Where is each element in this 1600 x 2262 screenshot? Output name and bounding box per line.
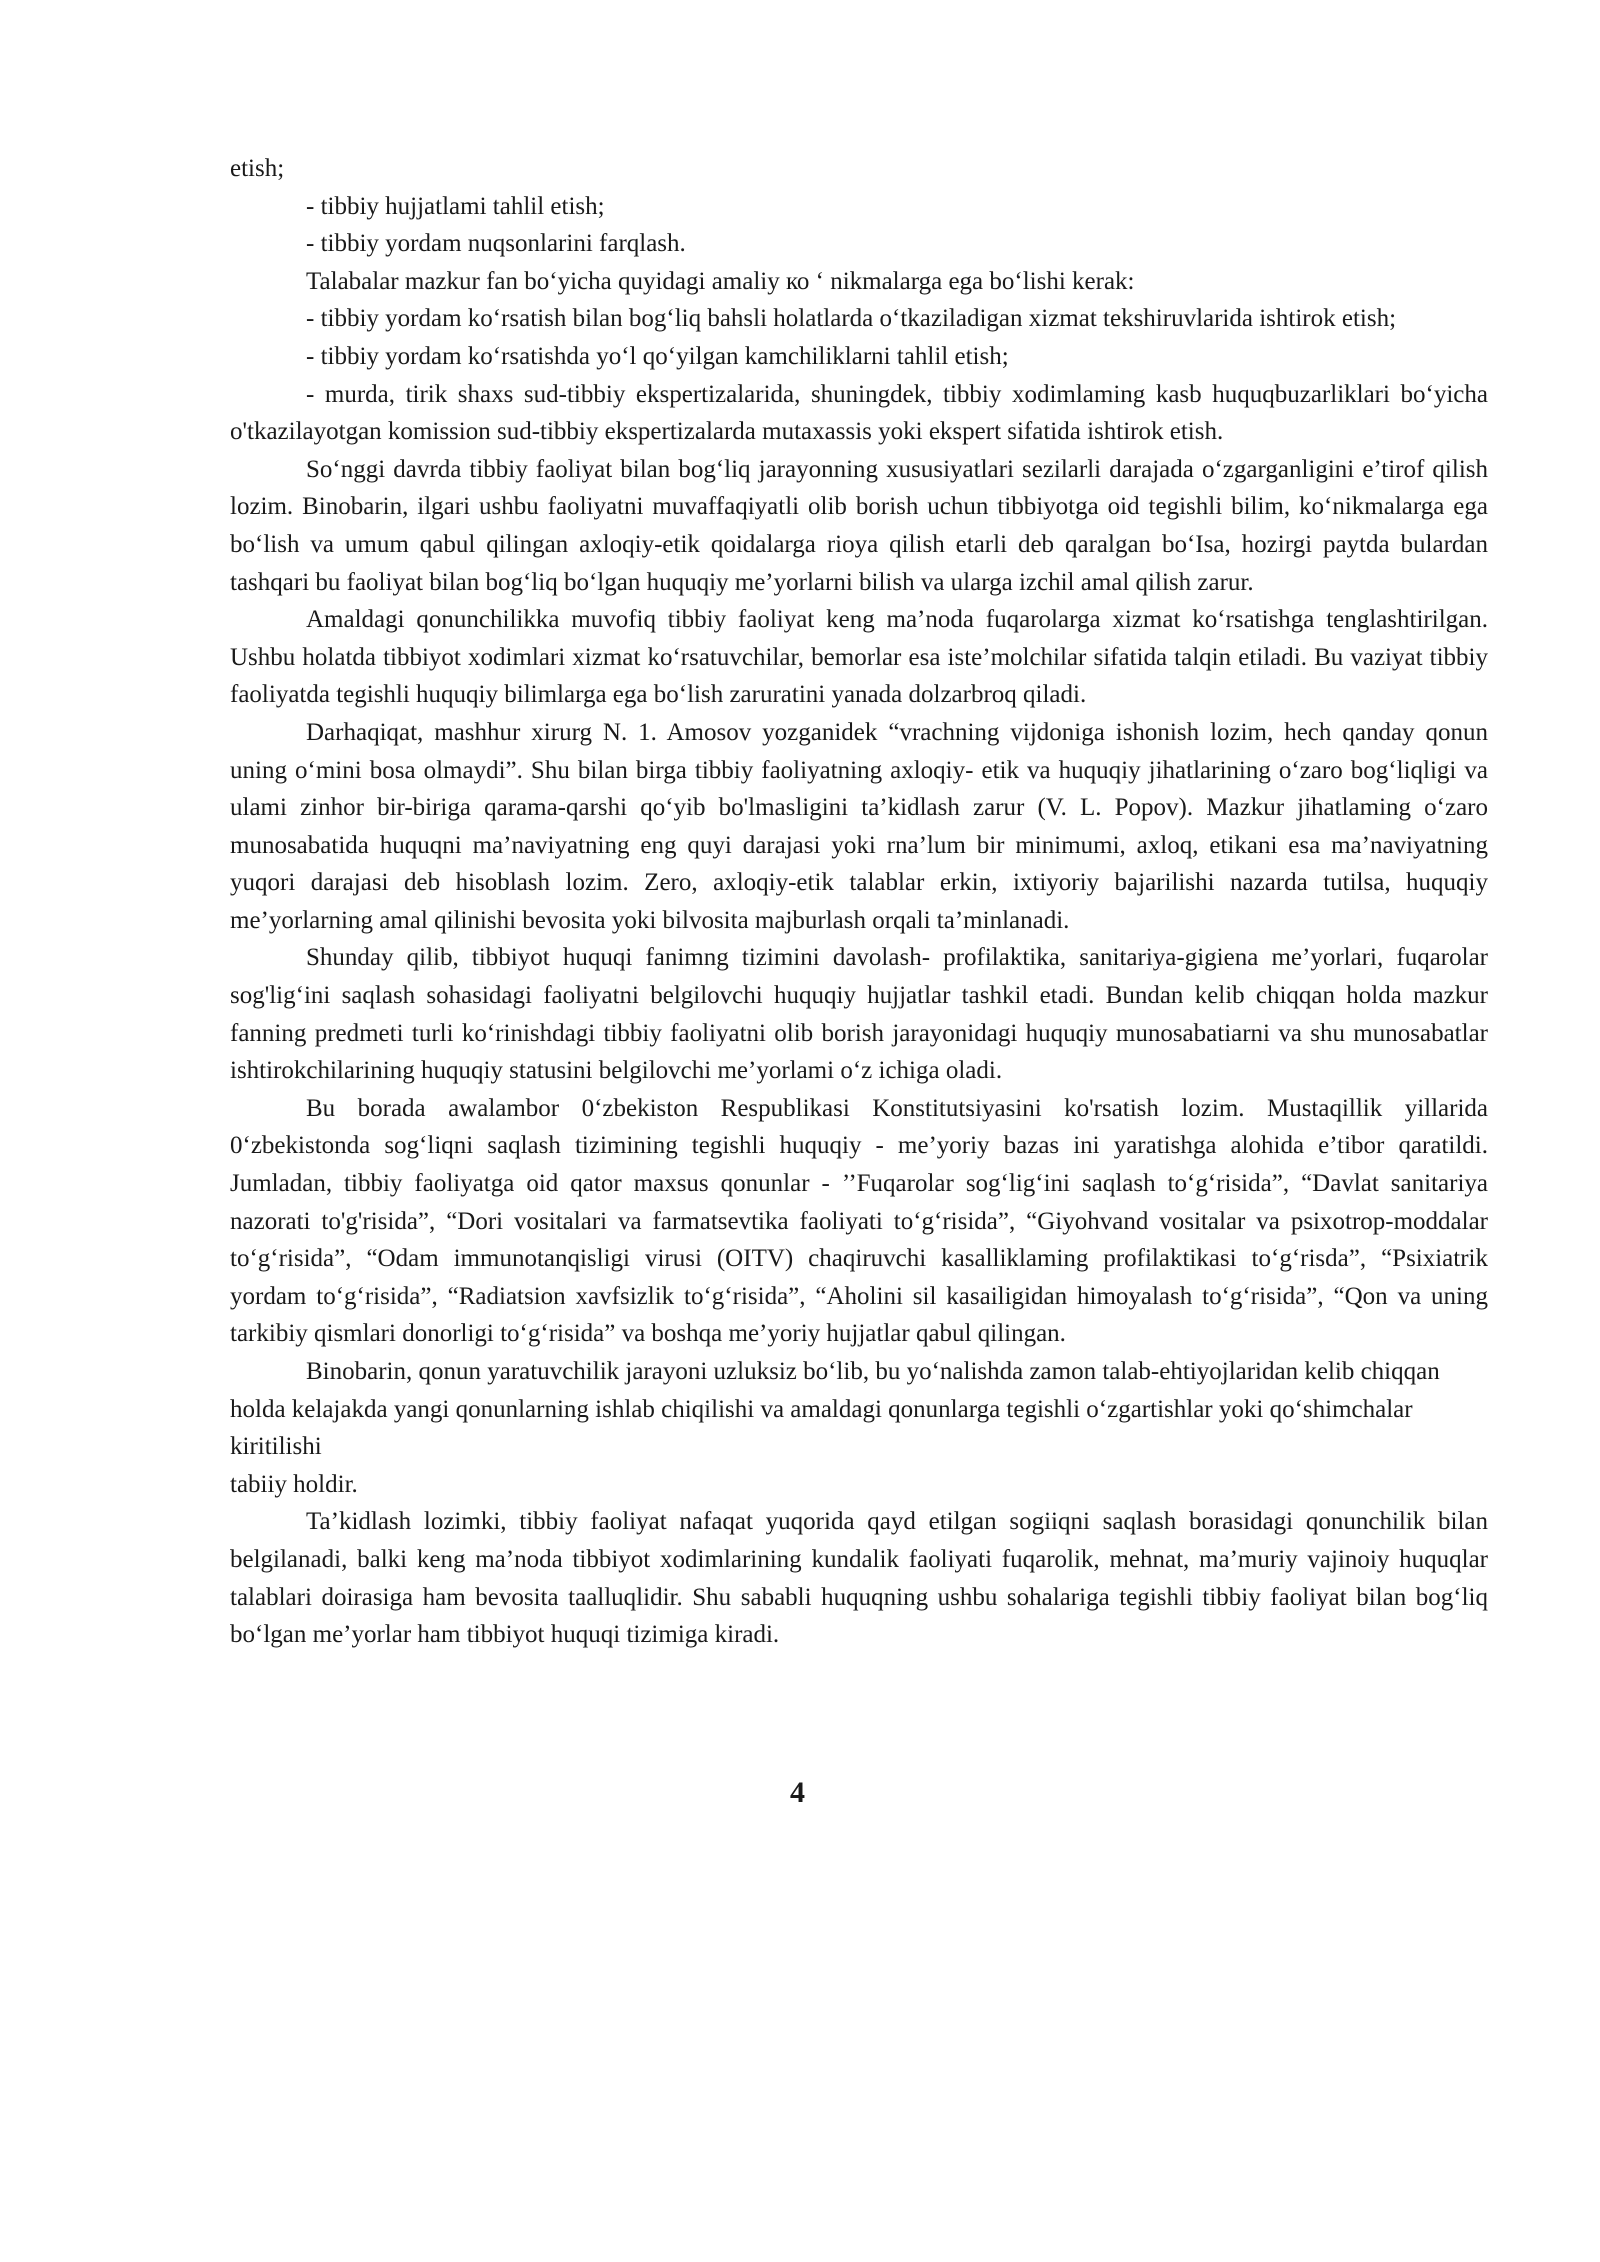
list-item-distinguish-defects: - tibbiy yordam nuqsonlarini farqlash.: [306, 230, 686, 258]
list-item-analyze-shortcomings: - tibbiy yordam ko‘rsatishda yo‘l qo‘yilgan kamchiliklarni tahlil etish;: [306, 342, 1009, 370]
paragraph-skills-intro: Talabalar mazkur fan bo‘yicha quyidagi amaliy ко ‘ nikmalarga ega bo‘lishi kerak:: [306, 267, 1135, 295]
paragraph-lawmaking-continuation: tabiiy holdir.: [230, 1470, 358, 1498]
page-number: 4: [790, 1776, 805, 1809]
paragraph-constitution: Bu borada awalambor 0‘zbekiston Respublikasi Konstitutsiyasini ko'rsatish lozim. Mustaqillik yillarida 0‘zbekistonda sog‘liqni saqlash tizimining tegishli huquqiy - me’yoriy bazas ini yaratishga alohida e’tibor qaratildi. Jumladan, tibbiy faoliyatga oid qator maxsus qonunlar - ’’Fuqarolar sog‘lig‘ini saqlash to‘g‘risida”, “Davlat sanitariya nazorati to'g'risida”, “Dori vositalari va farmatsevtika faoliyati to‘g‘risida”, “Giyohvand vositalar va psixotrop-moddalar to‘g‘risida”, “Odam immunotanqisligi virusi (OITV) chaqiruvchi kasalliklaming profilaktikasi to‘g‘risda”, “Psixiatrik yordam to‘g‘risida”, “Radiatsion xavfsizlik to‘g‘risida”, “Aholini sil kasailigidan himoyalash to‘g‘risida”, “Qon va uning tarkibiy qismlari donorligi to‘g‘risida” va boshqa me’yoriy hujjatlar qabul qilingan.: [230, 1094, 1488, 1348]
list-item-service-inspections: - tibbiy yordam ko‘rsatish bilan bog‘liq bahsli holatlarda o‘tkaziladigan xizmat tekshiruvlarida ishtirok etish;: [306, 305, 1397, 333]
paragraph-medical-law-system: Shunday qilib, tibbiyot huquqi fanimng tizimini davolash- profilaktika, sanitariya-gigiena me’yorlari, fuqarolar sog'lig‘ini saqlash sohasidagi faoliyatni belgilovchi huquqiy hujjatlar tashkil etadi. Bundan kelib chiqqan holda mazkur fanning predmeti turli ko‘rinishdagi tibbiy faoliyatni olib borish jarayonidagi huquqiy munosabatiarni va shu munosabatlar ishtirokchilarining huquqiy statusini belgilovchi me’yorlami o‘z ichiga oladi.: [230, 944, 1488, 1085]
document-page: [230, 150, 1488, 1654]
paragraph-amosov-quote: Darhaqiqat, mashhur xirurg N. 1. Amosov yozganidek “vrachning vijdoniga ishonish lozim, hech qanday qonun uning o‘mini bosa olmaydi”. Shu bilan birga tibbiy faoliyatning axloqiy- etik va huquqiy jihatlarining o‘zaro bog‘liqligi va ulami zinhor bir-biriga qarama-qarshi qo‘yib bo'lmasligini ta’kidlash zarur (V. L. Popov). Mazkur jihatlaming o‘zaro munosabatida huquqni ma’naviyatning eng quyi darajasi yoki rna’lum bir minimumi, axloq, etikani esa ma’naviyatning yuqori darajasi deb hisoblash lozim. Zero, axloqiy-etik talablar erkin, ixtiyoriy bajarilishi nazarda tutilsa, huquqiy me’yorlarning amal qilinishi bevosita yoki bilvosita majburlash orqali ta’minlanadi.: [230, 718, 1488, 934]
paragraph-continuation: etish;: [230, 155, 285, 182]
paragraph-lawmaking-process: Binobarin, qonun yaratuvchilik jarayoni uzluksiz bo‘lib, bu yo‘nalishda zamon talab-ehtiyojlaridan kelib chiqqan holda kelajakda yangi qonunlarning ishlab chiqilishi va amaldagi qonunlarga tegishli o‘zgartishlar yoki qo‘shimchalar kiritilishi: [230, 1358, 1440, 1461]
paragraph-recent-period: So‘nggi davrda tibbiy faoliyat bilan bog‘liq jarayonning xususiyatlari sezilarli darajada o‘zgarganligini e’tirof qilish lozim. Binobarin, ilgari ushbu faoliyatni muvaffaqiyatli olib borish uchun tibbiyotga oid tegishli bilim, ko‘nikmalarga ega bo‘lish va umum qabul qilingan axloqiy-etik qoidalarga rioya qilish etarli deb qaralgan bo‘Isa, hozirgi paytda bulardan tashqari bu faoliyat bilan bog‘liq bo‘lgan huquqiy me’yorlarni bilish va ularga izchil amal qilish zarur.: [230, 455, 1488, 596]
paragraph-conclusion: Ta’kidlash lozimki, tibbiy faoliyat nafaqat yuqorida qayd etilgan sogiiqni saqlash borasidagi qonunchilik bilan belgilanadi, balki keng ma’noda tibbiyot xodimlarining kundalik faoliyati fuqarolik, mehnat, ma’muriy vajinoiy huquqlar talablari doirasiga ham bevosita taalluqlidir. Shu sababli huquqning ushbu sohalariga tegishli tibbiy faoliyat bilan bog‘liq bo‘lgan me’yorlar ham tibbiyot huquqi tizimiga kiradi.: [230, 1508, 1488, 1649]
paragraph-current-legislation: Amaldagi qonunchilikka muvofiq tibbiy faoliyat keng ma’noda fuqarolarga xizmat ko‘rsatishga tenglashtirilgan. Ushbu holatda tibbiyot xodimlari xizmat ko‘rsatuvchilar, bemorlar esa iste’molchilar sifatida talqin etiladi. Bu vaziyat tibbiy faoliyatda tegishli huquqiy bilimlarga ega bo‘lish zaruratini yanada dolzarbroq qiladi.: [230, 606, 1488, 709]
list-item-analyze-documents: - tibbiy hujjatlami tahlil etish;: [306, 192, 605, 220]
list-item-expertise-participation: - murda, tirik shaxs sud-tibbiy ekspertizalarida, shuningdek, tibbiy xodimlaming kasb huquqbuzarliklari bo‘yicha o'tkazilayotgan komission sud-tibbiy ekspertizalarda mutaxassis yoki ekspert sifatida ishtirok etish.: [230, 380, 1488, 446]
